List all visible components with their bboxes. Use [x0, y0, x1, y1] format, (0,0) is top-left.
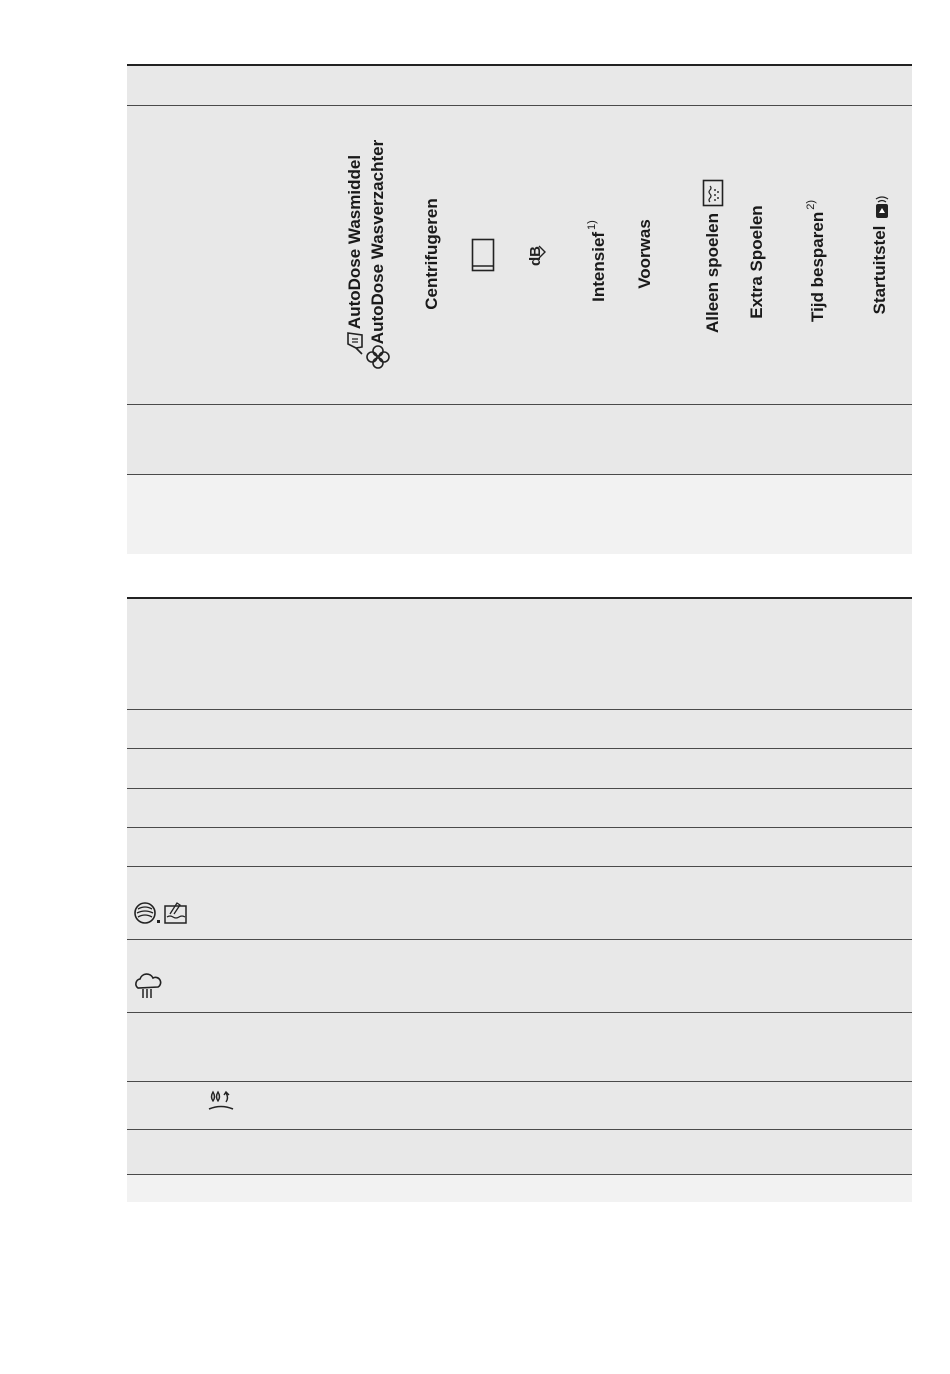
row-divider: [127, 827, 912, 828]
row-divider: [127, 709, 912, 710]
flower-softener-icon: [366, 344, 390, 370]
option-label-text: Voorwas: [635, 219, 654, 289]
rinse-tub-icon: [702, 179, 724, 207]
option-label-autodose-softener: [366, 124, 390, 386]
anti-allergy-water-icon: [207, 1089, 235, 1117]
option-label-autodose-detergent: [343, 131, 367, 381]
empty-row: [127, 1175, 912, 1202]
row-divider: [127, 866, 912, 867]
svg-text:dB: dB: [527, 246, 544, 266]
options-table: [127, 64, 912, 554]
detergent-dose-icon: [344, 329, 366, 357]
option-label-rinse-only: [701, 170, 725, 342]
row-divider: [127, 1081, 912, 1082]
option-label-text: Alleen spoelen: [703, 213, 722, 333]
option-label-delay-start: [868, 190, 892, 320]
footnote-marker: 1): [586, 220, 598, 230]
option-label-text: Extra Spoelen: [747, 205, 766, 319]
option-label-text: Centrifugeren: [422, 198, 441, 310]
row-divider: [127, 1129, 912, 1130]
option-label-text: Tijd besparen: [808, 211, 827, 322]
table-top-border: [127, 64, 912, 66]
row-divider: [127, 105, 912, 106]
option-label-text: Startuitstel: [870, 225, 889, 315]
table-top-border: [127, 597, 912, 599]
row-divider: [127, 1012, 912, 1013]
option-label-intensive: [587, 201, 611, 321]
option-label-extra-rinse: [745, 202, 769, 322]
decibel-sound-icon: [525, 240, 551, 272]
row-divider: [127, 404, 912, 405]
option-label-spin: [420, 189, 444, 319]
option-label-text: Intensief: [589, 231, 608, 302]
empty-row: [127, 475, 912, 554]
option-label-text: AutoDose Wasverzachter: [368, 139, 387, 345]
programme-table: [127, 597, 912, 1202]
row-divider: [127, 748, 912, 749]
steam-cloud-icon: [133, 972, 163, 1002]
row-divider: [127, 939, 912, 940]
option-label-time-save: [806, 186, 830, 336]
remote-start-icon: [870, 196, 890, 220]
footnote-marker: 2): [805, 200, 817, 210]
square-display-icon: [471, 238, 495, 272]
row-divider: [127, 788, 912, 789]
wool-handwash-icon: [133, 900, 189, 926]
option-label-prewash: [633, 214, 657, 294]
option-label-text: AutoDose Wasmiddel: [345, 154, 364, 330]
